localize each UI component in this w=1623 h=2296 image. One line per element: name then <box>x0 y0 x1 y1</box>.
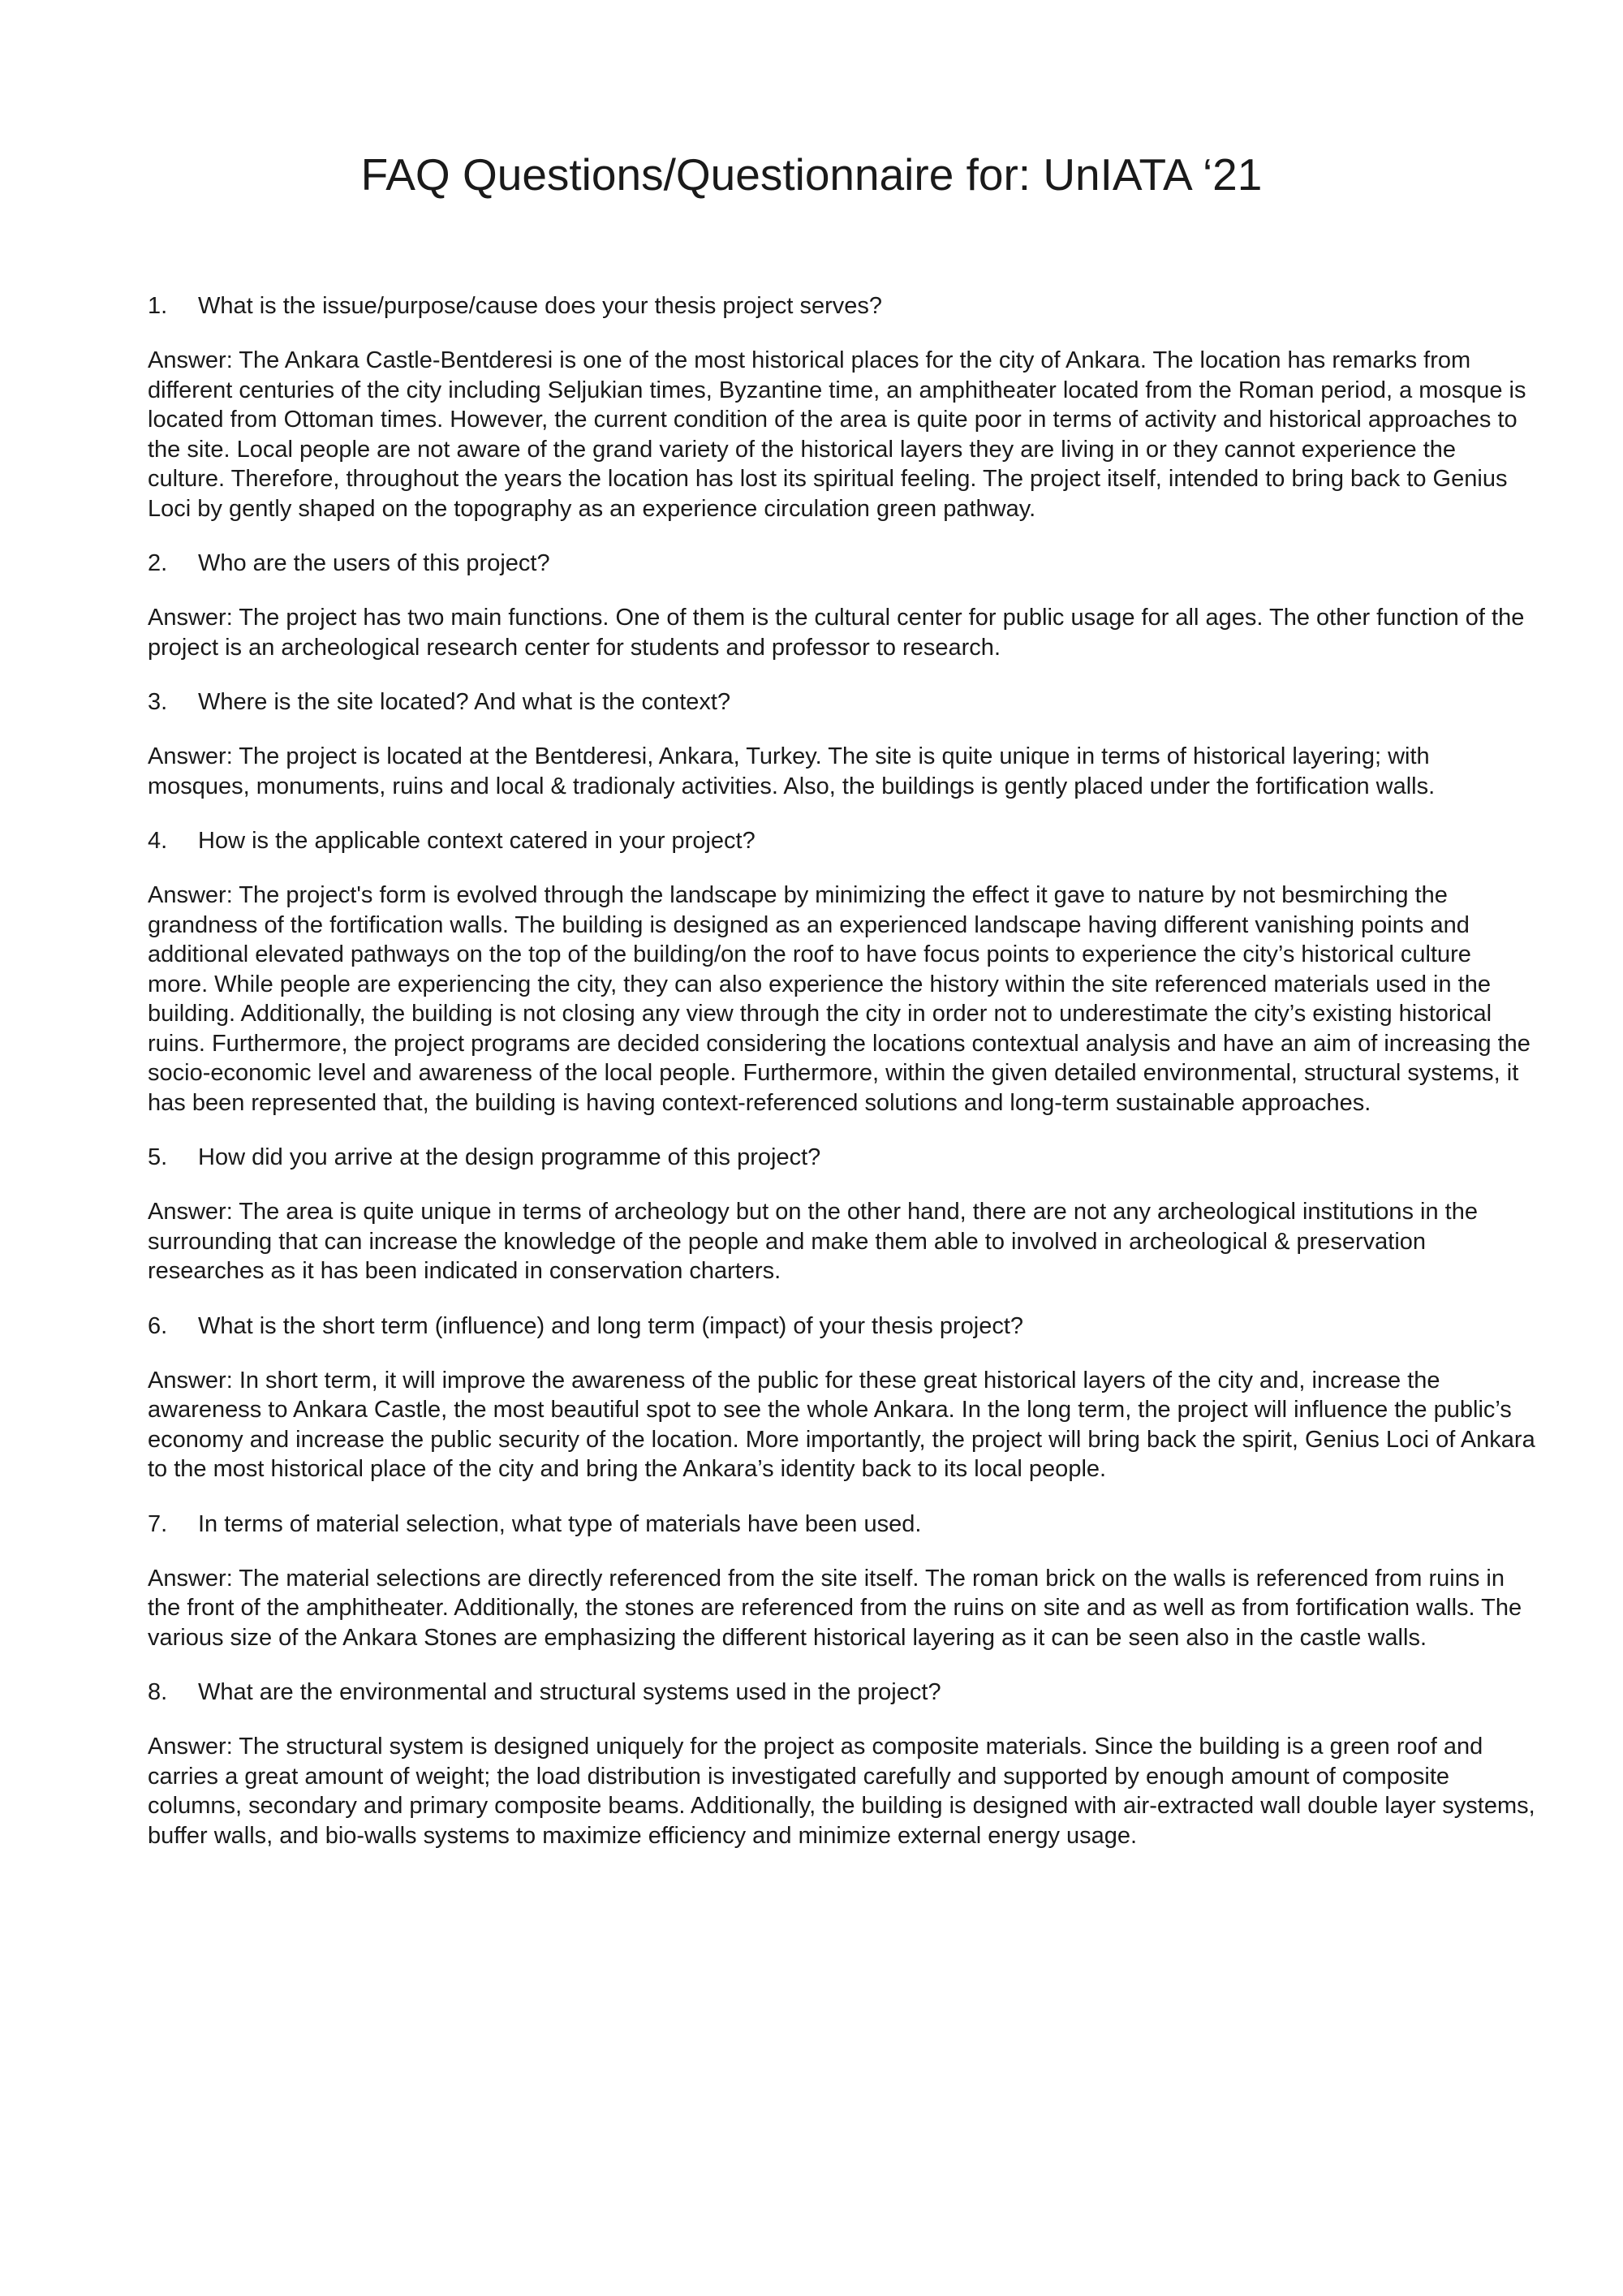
question-8 <box>148 1677 1535 1708</box>
faq-item-4 <box>148 825 1535 1118</box>
question-number: 4. <box>148 828 168 854</box>
faq-item-7 <box>148 1509 1535 1653</box>
question-2 <box>148 548 1535 579</box>
question-number: 2. <box>148 550 168 576</box>
question-1 <box>148 291 1535 321</box>
question-text: What are the environmental and structural systems used in the project? <box>198 1679 941 1705</box>
faq-item-8 <box>148 1677 1535 1850</box>
question-number: 1. <box>148 293 168 319</box>
faq-item-5 <box>148 1142 1535 1286</box>
question-6 <box>148 1311 1535 1342</box>
question-text: How is the applicable context catered in your project? <box>198 828 756 854</box>
document-title: FAQ Questions/Questionnaire for: UnIATA ‘21 <box>360 149 1263 200</box>
answer-8: Answer: The structural system is designed uniquely for the project as composite materials. Since the building is a green roof and carries a great amount of weight; the load distribution is investigated carefully and supported by enough amount of composite columns, secondary and primary composite beams. Additionally, the building is designed with air-extracted wall double layer systems, buffer walls, and bio-walls systems to maximize efficiency and minimize external energy usage. <box>148 1734 1535 1849</box>
answer-2: Answer: The project has two main functions. One of them is the cultural center for public usage for all ages. The other function of the project is an archeological research center for students and professor to research. <box>148 605 1525 661</box>
answer-4: Answer: The project's form is evolved through the landscape by minimizing the effect it gave to nature by not besmirching the grandness of the fortification walls. The building is designed as an experienced landscape having different vanishing points and additional elevated pathways on the top of the building/on the roof to have focus points to experience the city’s historical culture more. While people are experiencing the city, they can also experience the history within the site referenced materials used in the building. Additionally, the building is not closing any view through the city in order not to underestimate the city’s existing historical ruins. Furthermore, the project programs are decided considering the locations contextual analysis and have an aim of increasing the socio-economic level and awareness of the local people. Furthermore, within the given detailed environmental, structural systems, it has been represented that, the building is having context-referenced solutions and long-term sustainable approaches. <box>148 882 1530 1116</box>
question-text: What is the issue/purpose/cause does your thesis project serves? <box>198 293 883 319</box>
question-text: Where is the site located? And what is the context? <box>198 689 731 715</box>
question-number: 8. <box>148 1679 168 1705</box>
question-text: How did you arrive at the design programme of this project? <box>198 1144 821 1170</box>
answer-6: Answer: In short term, it will improve the awareness of the public for these great historical layers of the city and, increase the awareness to Ankara Castle, the most beautiful spot to see the whole Ankara. In the long term, the project will influence the public’s economy and increase the public security of the location. More importantly, the project will bring back the spirit, Genius Loci of Ankara to the most historical place of the city and bring the Ankara’s identity back to its local people. <box>148 1367 1535 1482</box>
faq-item-6 <box>148 1311 1535 1484</box>
answer-1: Answer: The Ankara Castle-Bentderesi is one of the most historical places for the city of Ankara. The location has remarks from different centuries of the city including Seljukian times, Byzantine time, an amphitheater located from the Roman period, a mosque is located from Ottoman times. However, the current condition of the area is quite poor in terms of activity and historical approaches to the site. Local people are not aware of the grand variety of the historical layers they are living in or they cannot experience the culture. Therefore, throughout the years the location has lost its spiritual feeling. The project itself, intended to bring back to Genius Loci by gently shaped on the topography as an experience circulation green pathway. <box>148 347 1526 522</box>
question-number: 3. <box>148 689 168 715</box>
faq-item-3 <box>148 687 1535 801</box>
question-number: 5. <box>148 1144 168 1170</box>
question-text: Who are the users of this project? <box>198 550 550 576</box>
question-5 <box>148 1142 1535 1173</box>
faq-list <box>148 291 1535 1875</box>
question-text: What is the short term (influence) and long term (impact) of your thesis project? <box>198 1312 1024 1339</box>
question-7 <box>148 1509 1535 1540</box>
answer-7: Answer: The material selections are directly referenced from the site itself. The roman brick on the walls is referenced from ruins in the front of the amphitheater. Additionally, the stones are referenced from the ruins on site and as well as from fortification walls. The various size of the Ankara Stones are emphasizing the different historical layering as it can be seen also in the castle walls. <box>148 1565 1522 1651</box>
question-text: In terms of material selection, what type of materials have been used. <box>198 1510 922 1537</box>
answer-5: Answer: The area is quite unique in terms of archeology but on the other hand, there are not any archeological institutions in the surrounding that can increase the knowledge of the people and make them able to involved in archeological & preservation researches as it has been indicated in conservation charters. <box>148 1199 1478 1284</box>
answer-3: Answer: The project is located at the Bentderesi, Ankara, Turkey. The site is quite unique in terms of historical layering; with mosques, monuments, ruins and local & tradionaly activities. Also, the buildings is gently placed under the fortification walls. <box>148 743 1436 799</box>
question-number: 6. <box>148 1312 168 1339</box>
question-number: 7. <box>148 1510 168 1537</box>
faq-item-1 <box>148 291 1535 523</box>
question-3 <box>148 687 1535 717</box>
faq-item-2 <box>148 548 1535 662</box>
question-4 <box>148 825 1535 856</box>
